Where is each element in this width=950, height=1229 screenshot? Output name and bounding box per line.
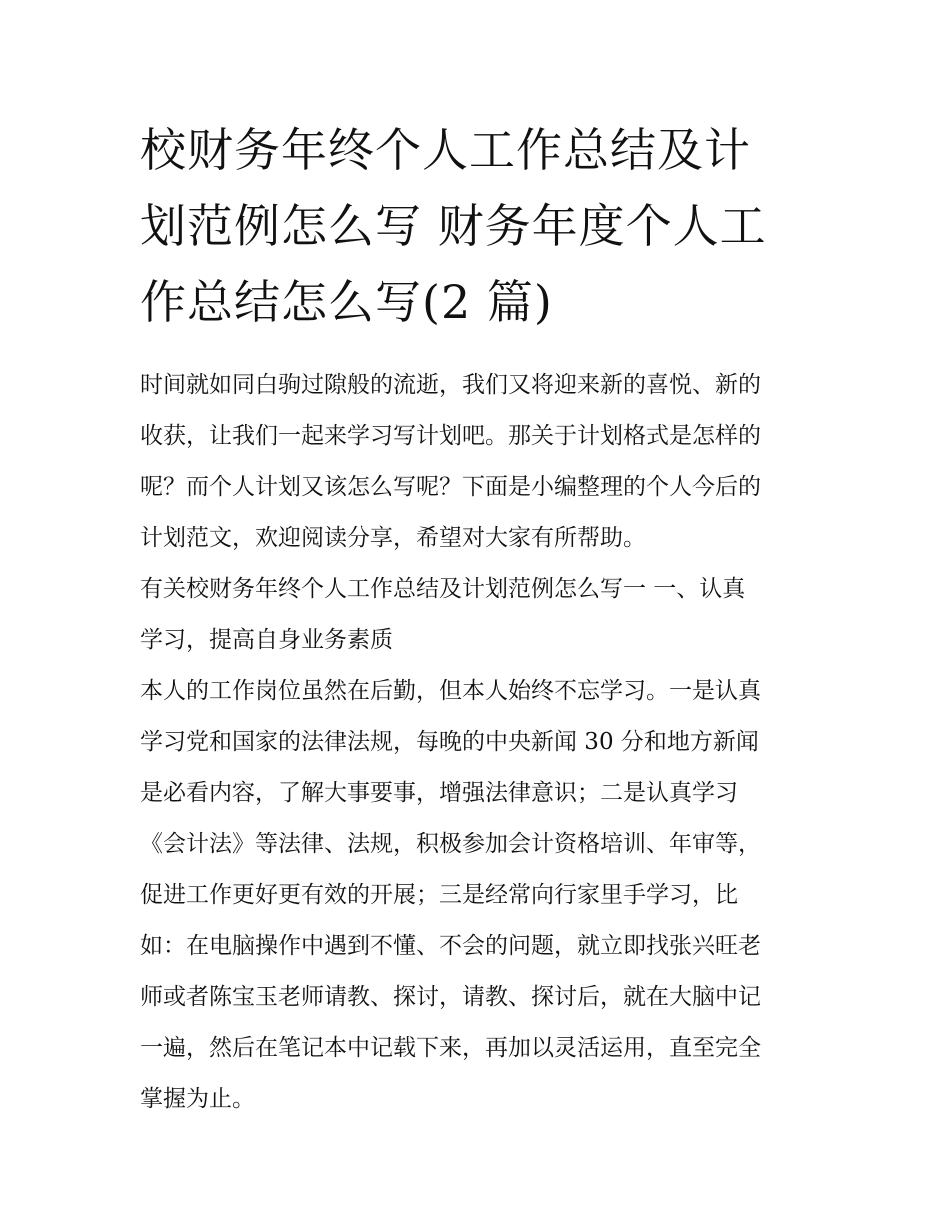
text-line: 呢？而个人计划又该怎么写呢？下面是小编整理的个人今后的	[140, 474, 761, 500]
section-heading-paragraph	[140, 564, 820, 666]
text-line: 计划范文，欢迎阅读分享，希望对大家有所帮助。	[140, 525, 646, 551]
text-line: 促进工作更好更有效的开展；三是经常向行家里手学习，比	[140, 882, 738, 908]
text-line: 收获，让我们一起来学习写计划吧。那关于计划格式是怎样的	[140, 423, 761, 449]
text-line: 时间就如同白驹过隙般的流逝，我们又将迎来新的喜悦、新的	[140, 372, 761, 398]
title-line-1: 校财务年终个人工作总结及计	[140, 123, 751, 177]
text-line: 如：在电脑操作中遇到不懂、不会的问题，就立即找张兴旺老	[140, 933, 761, 959]
document-body	[140, 360, 820, 1125]
document-title	[140, 112, 820, 340]
intro-paragraph	[140, 360, 820, 564]
text-line: 学习，提高自身业务素质	[140, 627, 393, 653]
text-line: 学习党和国家的法律法规，每晚的中央新闻 30 分和地方新闻	[140, 729, 759, 755]
document-page	[140, 112, 820, 1125]
text-line: 《会计法》等法律、法规，积极参加会计资格培训、年审等，	[140, 831, 761, 857]
body-paragraph	[140, 666, 820, 1125]
text-line: 有关校财务年终个人工作总结及计划范例怎么写一 一、认真	[140, 576, 746, 602]
text-line: 掌握为止。	[140, 1086, 255, 1112]
text-line: 本人的工作岗位虽然在后勤，但本人始终不忘学习。一是认真	[140, 678, 761, 704]
text-line: 一遍，然后在笔记本中记载下来，再加以灵活运用，直至完全	[140, 1035, 761, 1061]
text-line: 是必看内容，了解大事要事，增强法律意识；二是认真学习	[140, 780, 738, 806]
title-line-2: 划范例怎么写 财务年度个人工	[140, 199, 767, 253]
title-line-3: 作总结怎么写(2 篇)	[140, 275, 553, 329]
text-line: 师或者陈宝玉老师请教、探讨，请教、探讨后，就在大脑中记	[140, 984, 761, 1010]
